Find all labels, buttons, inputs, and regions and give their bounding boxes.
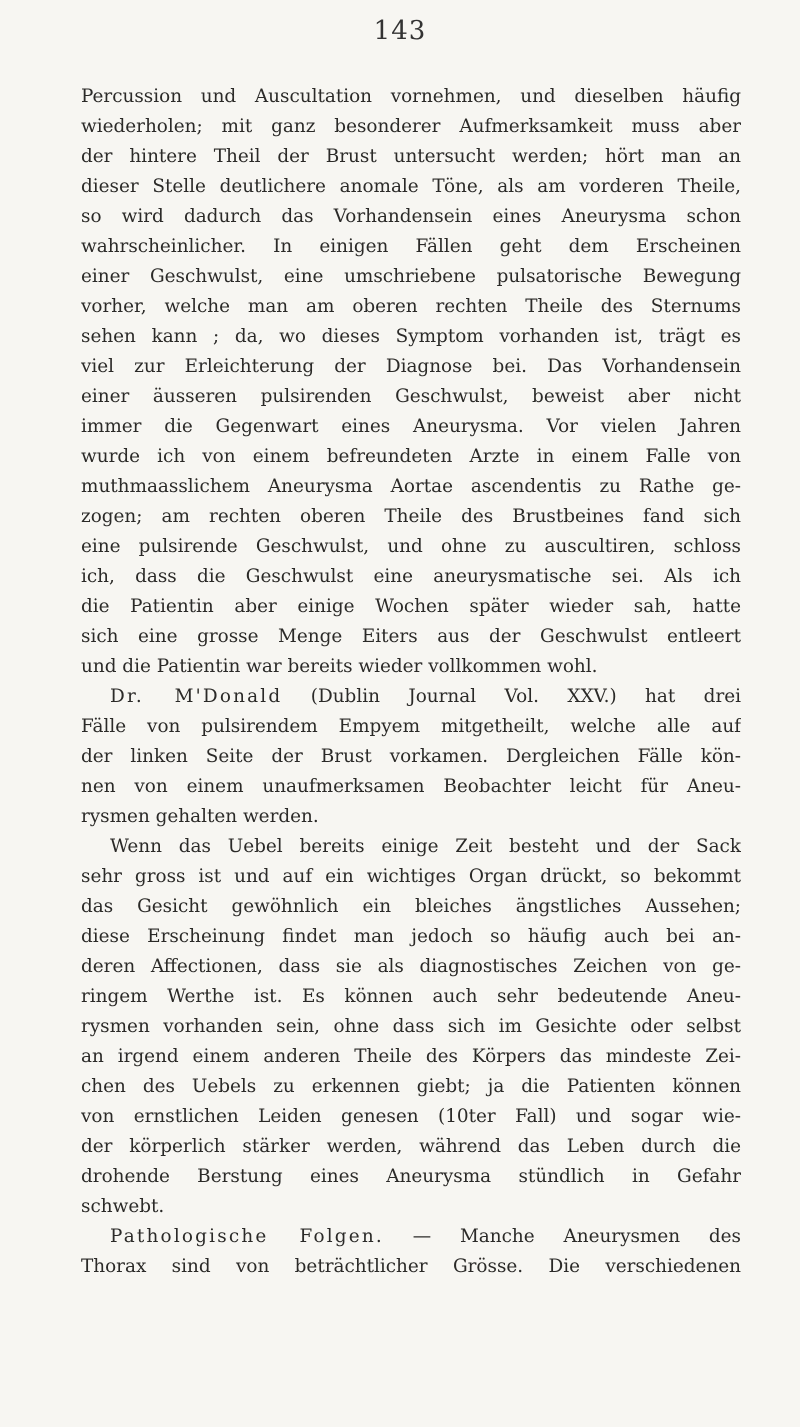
line-text: diese Erscheinung findet man jedoch so häufig auch bei an-: [81, 926, 741, 947]
line-text: der linken Seite der Brust vorkamen. Dergleichen Fälle kön-: [81, 746, 741, 767]
text-line: [81, 862, 741, 892]
text-line: [81, 682, 741, 712]
text-line: [81, 322, 741, 352]
text-line: [81, 772, 741, 802]
text-line: [81, 82, 741, 112]
line-text: Fälle von pulsirendem Empyem mitgetheilt, welche alle auf: [81, 716, 741, 737]
line-text: eine pulsirende Geschwulst, und ohne zu auscultiren, schloss: [81, 536, 741, 557]
line-text: Wenn das Uebel bereits einige Zeit besteht und der Sack: [110, 836, 741, 857]
line-text: — Manche Aneurysmen des: [383, 1226, 741, 1247]
text-line: [81, 472, 741, 502]
text-line: [81, 412, 741, 442]
text-line: [81, 1192, 741, 1222]
line-text: und die Patientin war bereits wieder vollkommen wohl.: [81, 656, 598, 677]
line-text: rysmen vorhanden sein, ohne dass sich im Gesichte oder selbst: [81, 1016, 741, 1037]
line-text: chen des Uebels zu erkennen giebt; ja die Patienten können: [81, 1076, 741, 1097]
line-text: vorher, welche man am oberen rechten Theile des Sternums: [81, 296, 741, 317]
text-line: [81, 922, 741, 952]
text-line: [81, 382, 741, 412]
line-text: ich, dass die Geschwulst eine aneurysmatische sei. Als ich: [81, 566, 741, 587]
text-line: [81, 1252, 741, 1282]
spaced-heading: Dr. M'Donald: [110, 686, 283, 707]
text-line: [81, 1222, 741, 1252]
line-text: immer die Gegenwart eines Aneurysma. Vor vielen Jahren: [81, 416, 741, 437]
line-text: die Patientin aber einige Wochen später wieder sah, hatte: [81, 596, 741, 617]
line-text: muthmaasslichem Aneurysma Aortae ascendentis zu Rathe ge-: [81, 476, 741, 497]
text-line: [81, 502, 741, 532]
line-text: dieser Stelle deutlichere anomale Töne, als am vorderen Theile,: [81, 176, 741, 197]
text-line: [81, 622, 741, 652]
line-text: Thorax sind von beträchtlicher Grösse. Die verschiedenen: [81, 1256, 741, 1277]
text-line: [81, 532, 741, 562]
text-line: [81, 112, 741, 142]
text-line: [81, 442, 741, 472]
text-line: [81, 982, 741, 1012]
text-line: [81, 592, 741, 622]
line-text: deren Affectionen, dass sie als diagnostisches Zeichen von ge-: [81, 956, 741, 977]
line-text: das Gesicht gewöhnlich ein bleiches ängstliches Aussehen;: [81, 896, 741, 917]
text-line: [81, 742, 741, 772]
text-line: [81, 202, 741, 232]
page-number: 143: [373, 16, 427, 46]
spaced-heading: Pathologische Folgen.: [110, 1226, 384, 1247]
text-line: [81, 1102, 741, 1132]
line-text: wurde ich von einem befreundeten Arzte in einem Falle von: [81, 446, 741, 467]
line-text: sehen kann ; da, wo dieses Symptom vorhanden ist, trägt es: [81, 326, 741, 347]
line-text: ringem Werthe ist. Es können auch sehr bedeutende Aneu-: [81, 986, 741, 1007]
text-line: [81, 1012, 741, 1042]
line-text: von ernstlichen Leiden genesen (10ter Fall) und sogar wie-: [81, 1106, 741, 1127]
line-text: Percussion und Auscultation vornehmen, und dieselben häufig: [81, 86, 741, 107]
text-line: [81, 802, 741, 832]
text-line: [81, 892, 741, 922]
text-line: [81, 1072, 741, 1102]
line-text: viel zur Erleichterung der Diagnose bei. Das Vorhandensein: [81, 356, 741, 377]
line-text: drohende Berstung eines Aneurysma stündlich in Gefahr: [81, 1166, 741, 1187]
text-line: [81, 172, 741, 202]
text-line: [81, 142, 741, 172]
line-text: schwebt.: [81, 1196, 165, 1217]
text-line: [81, 652, 741, 682]
line-text: einer äusseren pulsirenden Geschwulst, beweist aber nicht: [81, 386, 741, 407]
line-text: so wird dadurch das Vorhandensein eines Aneurysma schon: [81, 206, 741, 227]
text-line: [81, 352, 741, 382]
text-line: [81, 262, 741, 292]
line-text: wiederholen; mit ganz besonderer Aufmerksamkeit muss aber: [81, 116, 741, 137]
text-line: [81, 1162, 741, 1192]
text-line: [81, 1132, 741, 1162]
text-line: [81, 292, 741, 322]
text-line: [81, 232, 741, 262]
line-text: an irgend einem anderen Theile des Körpers das mindeste Zei-: [81, 1046, 741, 1067]
text-line: [81, 712, 741, 742]
line-text: (Dublin Journal Vol. XXV.) hat drei: [282, 686, 741, 707]
line-text: einer Geschwulst, eine umschriebene pulsatorische Bewegung: [81, 266, 741, 287]
line-text: sehr gross ist und auf ein wichtiges Organ drückt, so bekommt: [81, 866, 741, 887]
line-text: zogen; am rechten oberen Theile des Brustbeines fand sich: [81, 506, 741, 527]
line-text: nen von einem unaufmerksamen Beobachter leicht für Aneu-: [81, 776, 741, 797]
line-text: wahrscheinlicher. In einigen Fällen geht dem Erscheinen: [81, 236, 741, 257]
text-line: [81, 562, 741, 592]
line-text: der körperlich stärker werden, während das Leben durch die: [81, 1136, 741, 1157]
line-text: rysmen gehalten werden.: [81, 806, 319, 827]
text-line: [81, 1042, 741, 1072]
text-line: [81, 832, 741, 862]
line-text: sich eine grosse Menge Eiters aus der Geschwulst entleert: [81, 626, 741, 647]
line-text: der hintere Theil der Brust untersucht werden; hört man an: [81, 146, 741, 167]
text-line: [81, 952, 741, 982]
body-text: [81, 82, 741, 1282]
